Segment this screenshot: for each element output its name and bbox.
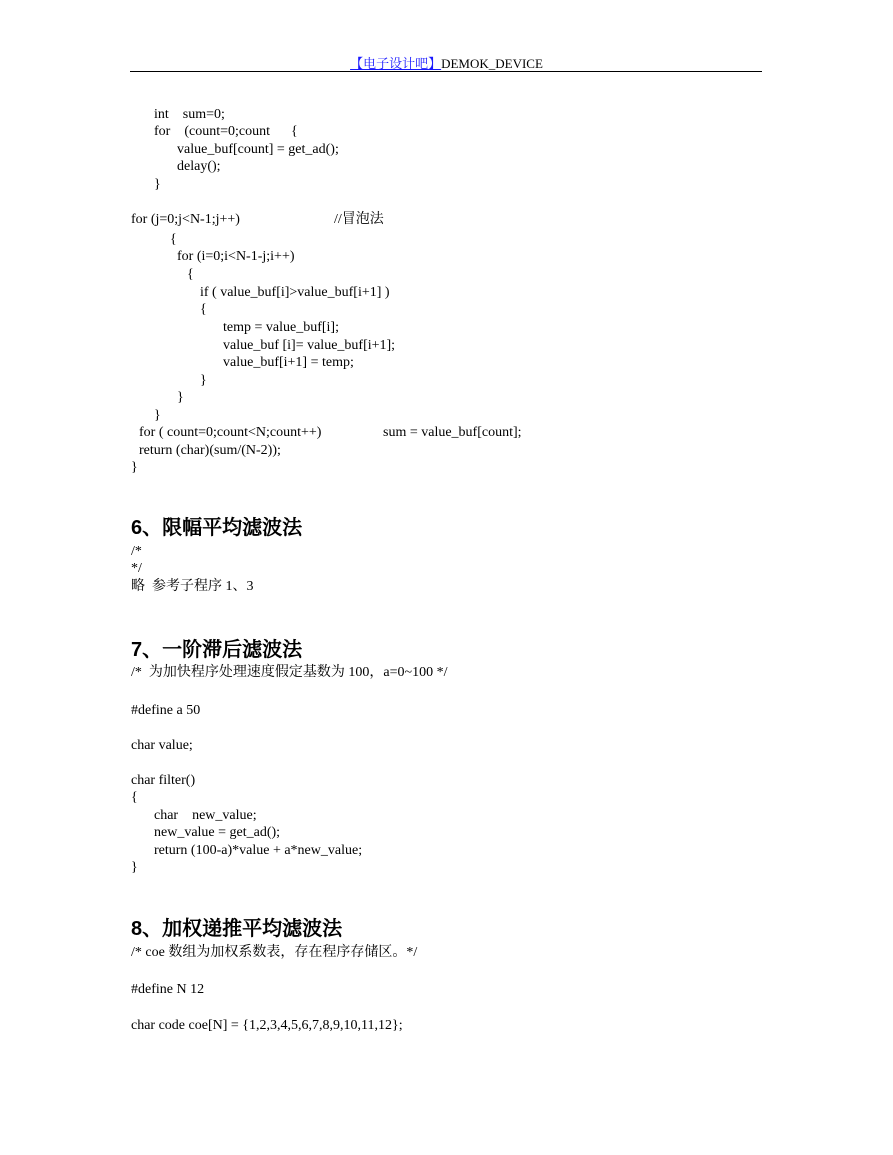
header-link[interactable]: 【电子设计吧】 [350,56,442,71]
code-line: value_buf[i+1] = temp; [223,355,354,370]
section-heading: 6、限幅平均滤波法 [131,517,303,539]
code-line: return (100-a)*value + a*new_value; [154,843,363,858]
header-title: DEMOK_DEVICE [441,56,543,71]
code-line: } [131,460,138,475]
header-rule [130,71,762,72]
code-line: int sum=0; [154,107,225,122]
section-heading: 8、加权递推平均滤波法 [131,918,343,940]
page-header [0,53,893,72]
text-line: */ [131,561,142,576]
code-line: for (j=0;j<N-1;j++) [131,212,240,227]
code-line: new_value = get_ad(); [154,825,281,840]
code-line: { [170,232,177,247]
code-line: char filter() [131,773,196,788]
code-line: sum = value_buf[count]; [383,425,522,440]
code-line: } [200,373,207,388]
code-comment: //冒泡法 [334,212,384,227]
code-line: for ( count=0;count<N;count++) [139,425,322,440]
code-line: { [200,302,207,317]
code-line: char code coe[N] = {1,2,3,4,5,6,7,8,9,10,11,12}; [131,1018,403,1033]
code-line: { [131,790,138,805]
code-line: } [154,408,161,423]
code-line: delay(); [177,159,221,174]
code-line: #define a 50 [131,703,201,718]
section-heading: 7、一阶滞后滤波法 [131,639,303,661]
code-line: } [154,177,161,192]
code-line: } [177,390,184,405]
code-line: temp = value_buf[i]; [223,320,339,335]
code-line: value_buf [i]= value_buf[i+1]; [223,338,396,353]
text-line: /* coe 数组为加权系数表，存在程序存储区。*/ [131,945,418,960]
code-line: value_buf[count] = get_ad(); [177,142,339,157]
code-line: for (count=0;count { [154,124,298,139]
code-line: char new_value; [154,808,257,823]
code-line: #define N 12 [131,982,205,997]
code-line: } [131,860,138,875]
code-line: if ( value_buf[i]>value_buf[i+1] ) [200,285,390,300]
text-line: /* [131,544,142,559]
code-line: { [187,267,194,282]
text-line: 略 参考子程序 1、3 [131,579,254,594]
code-line: for (i=0;i<N-1-j;i++) [177,249,295,264]
code-line: return (char)(sum/(N-2)); [139,443,281,458]
code-line: char value; [131,738,193,753]
text-line: /* 为加快程序处理速度假定基数为 100，a=0~100 */ [131,665,448,680]
